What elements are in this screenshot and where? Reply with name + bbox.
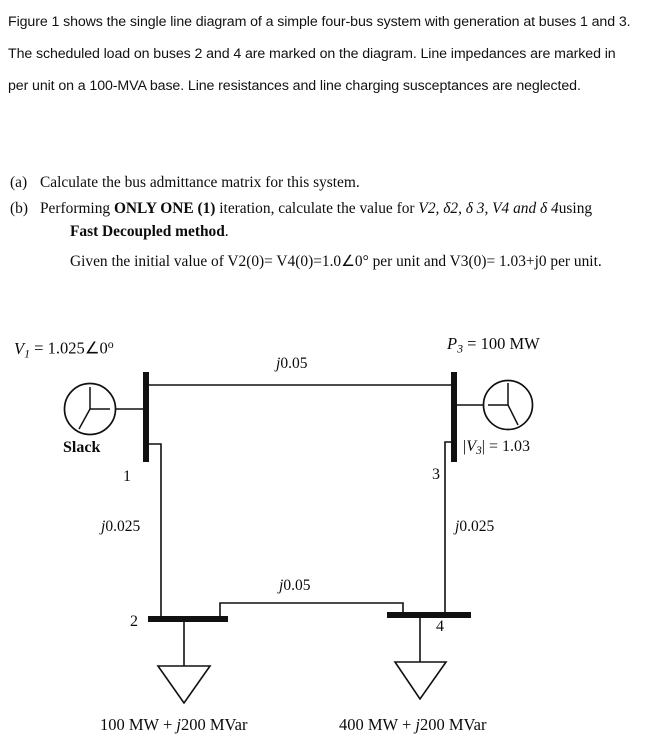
question-part-a <box>10 172 644 193</box>
part-b-text-after: using <box>558 200 593 217</box>
load-label-bus-4: 400 MW + j200 MVar <box>339 715 487 734</box>
bus-number-4: 4 <box>436 618 444 635</box>
diagram-canvas <box>0 325 650 755</box>
load-symbol-bus-2 <box>158 622 210 703</box>
question-parts <box>10 172 644 277</box>
bus-bar-2 <box>148 616 228 622</box>
part-a-tag: (a) <box>10 174 28 191</box>
bus-3-power-label: $P_3 = 100$ MW <box>447 334 540 356</box>
line-2-4 <box>220 603 403 619</box>
question-part-b <box>10 198 644 272</box>
generator-y-arm-down-1 <box>79 409 90 429</box>
line-1-2 <box>149 444 161 619</box>
generator-symbol-bus-1 <box>65 384 144 435</box>
load-triangle-4 <box>395 662 446 699</box>
problem-statement-paragraph: Figure 1 shows the single line diagram of a simple four-bus system with generation at buses 1 and 3. The scheduled load on buses 2 and 4 are marked on the diagram. Line impedances are marked in per unit on a 100-MVA base. Line resistances and line charging susceptances are neglected. <box>8 14 631 94</box>
line-3-4-impedance-label: j0.025 <box>455 518 495 535</box>
part-b-emphasis: ONLY ONE (1) <box>113 200 216 217</box>
part-a-text: Calculate the bus admittance matrix for this system. <box>40 174 360 191</box>
part-b-text-mid: iteration, calculate the value for <box>215 200 419 217</box>
generator-y-arm-down-3 <box>508 405 518 425</box>
bus-1-voltage-label: $V_1$ = $1.025\angle 0^o$ <box>14 337 114 360</box>
load-triangle-2 <box>158 666 210 703</box>
bus-number-1: 1 <box>123 468 131 485</box>
part-b-given-values: Given the initial value of V2(0)= V4(0)=1.0∠0° per unit and V3(0)= 1.03+j0 per unit. <box>70 253 602 270</box>
bus-bar-1 <box>143 372 149 462</box>
part-b-method-period: . <box>224 223 229 240</box>
bus-3-voltage-magnitude-label: $|V_3| = 1.03$ <box>463 438 530 458</box>
line-2-4-impedance-label: j0.05 <box>279 577 311 594</box>
bus-bar-3 <box>451 372 457 462</box>
bus-number-3: 3 <box>432 466 440 483</box>
part-b-tag: (b) <box>10 200 28 217</box>
part-b-method-line <box>40 221 644 242</box>
bus-number-2: 2 <box>130 613 138 630</box>
load-label-bus-2: 100 MW + j200 MVar <box>100 715 248 734</box>
part-b-text-before: Performing <box>40 200 114 217</box>
part-b-variable-list: V2, δ2, δ 3, V4 and δ 4 <box>418 200 559 217</box>
single-line-diagram <box>0 325 650 755</box>
part-b-method-name: Fast Decoupled method <box>70 223 225 240</box>
line-1-2-impedance-label: j0.025 <box>101 518 141 535</box>
line-1-3-impedance-label: j0.05 <box>276 355 308 372</box>
bus-bar-4 <box>387 612 471 618</box>
line-3-4 <box>445 442 451 615</box>
slack-bus-label: Slack <box>63 439 101 456</box>
generator-symbol-bus-3 <box>457 381 533 430</box>
